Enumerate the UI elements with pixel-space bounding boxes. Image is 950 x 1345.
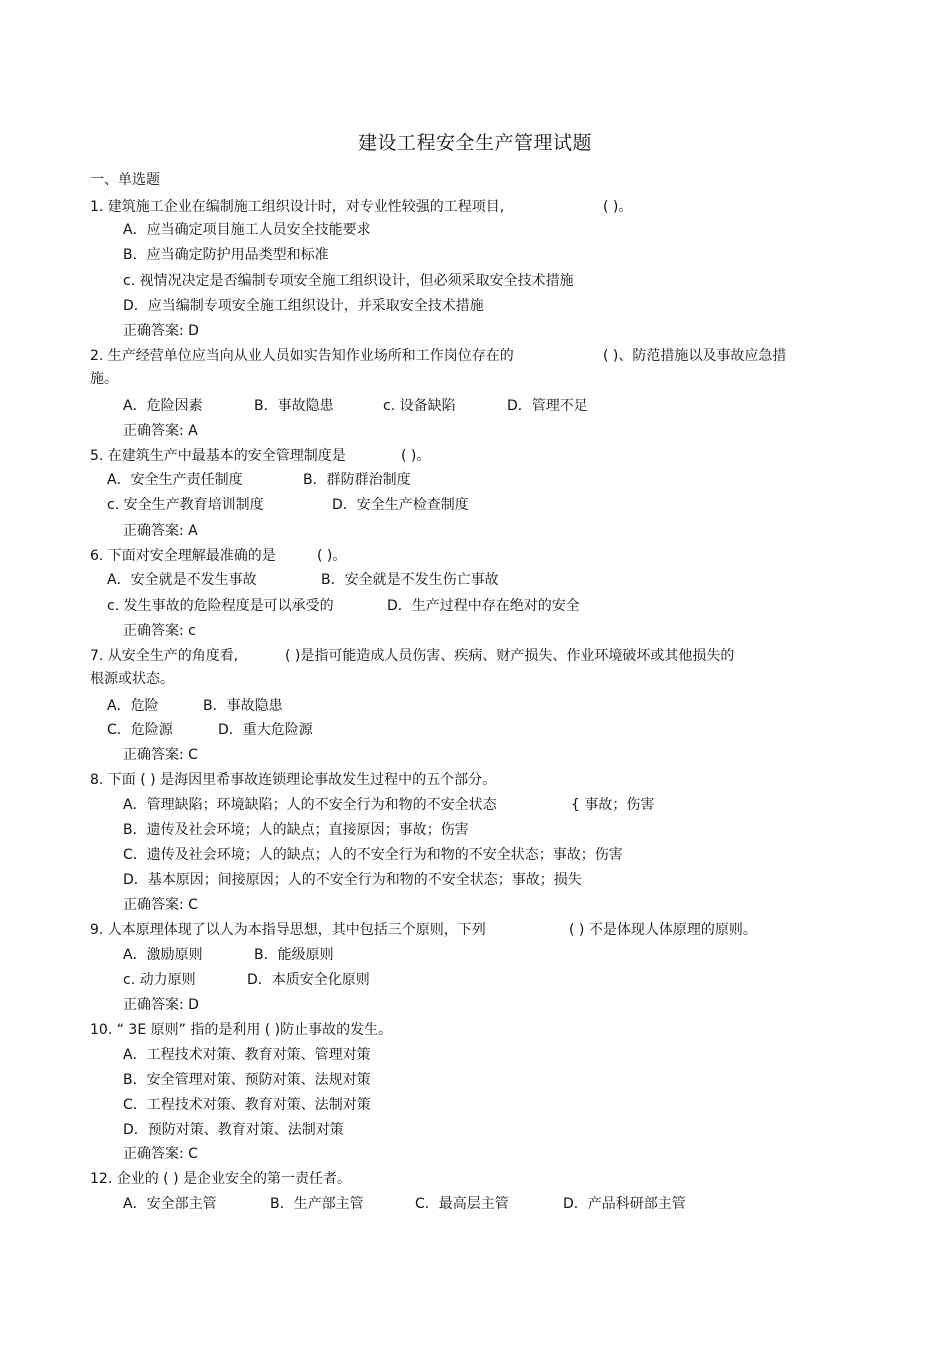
q8-option-d: D．基本原因；间接原因；人的不安全行为和物的不安全状态；事故；损失 [123,872,582,888]
q9-option-a: A．激励原则 [123,947,203,963]
q5-stem: 5. 在建筑生产中最基本的安全管理制度是 [90,448,346,464]
q5-option-a: A．安全生产责任制度 [107,472,243,488]
q12-option-c: C．最高层主管 [415,1196,509,1212]
q7-answer: 正确答案: C [123,747,198,763]
q8-option-a: A．管理缺陷；环境缺陷；人的不安全行为和物的不安全状态 [123,797,497,813]
q10-option-b: B．安全管理对策、预防对策、法规对策 [123,1072,371,1088]
section-heading: 一、单选题 [90,172,160,188]
q9-option-d: D．本质安全化原则 [247,972,370,988]
q6-blank: ( )。 [317,548,347,564]
q1-blank: ( )。 [603,199,633,215]
q10-option-d: D．预防对策、教育对策、法制对策 [123,1122,344,1138]
q1-option-a: A．应当确定项目施工人员安全技能要求 [123,222,371,238]
q12-option-a: A．安全部主管 [123,1196,217,1212]
q1-stem: 1. 建筑施工企业在编制施工组织设计时，对专业性较强的工程项目, [90,199,505,215]
q7-option-c: C．危险源 [107,722,173,738]
q9-option-b: B．能级原则 [254,947,334,963]
q8-stem: 8. 下面 ( ) 是海因里希事故连锁理论事故发生过程中的五个部分。 [90,772,497,788]
q7-option-a: A．危险 [107,698,159,714]
q5-option-c: c. 安全生产教育培训制度 [107,497,264,513]
q9-answer: 正确答案: D [123,997,199,1013]
q2-stem-continued: 施。 [90,371,118,387]
q10-option-a: A．工程技术对策、教育对策、管理对策 [123,1047,371,1063]
q12-stem: 12. 企业的 ( ) 是企业安全的第一责任者。 [90,1171,351,1187]
q9-stem: 9. 人本原理体现了以人为本指导思想，其中包括三个原则，下列 [90,922,486,938]
q6-option-c: c. 发生事故的危险程度是可以承受的 [107,598,334,614]
q10-option-c: C．工程技术对策、教育对策、法制对策 [123,1097,371,1113]
q8-option-b: B．遗传及社会环境；人的缺点；直接原因；事故；伤害 [123,822,469,838]
q1-option-d: D．应当编制专项安全施工组织设计，并采取安全技术措施 [123,298,484,314]
q10-answer: 正确答案: C [123,1146,198,1162]
q7-option-b: B．事故隐患 [203,698,283,714]
q7-stem-continued: 根源或状态。 [90,671,174,687]
q5-option-b: B．群防群治制度 [303,472,411,488]
q5-answer: 正确答案: A [123,523,198,539]
q2-option-a: A．危险因素 [123,398,203,414]
q6-option-a: A．安全就是不发生事故 [107,572,257,588]
q2-answer: 正确答案: A [123,423,198,439]
q6-option-b: B．安全就是不发生伤亡事故 [321,572,499,588]
q5-option-d: D．安全生产检查制度 [332,497,469,513]
q1-option-b: B．应当确定防护用品类型和标准 [123,247,329,263]
q2-option-b: B．事故隐患 [254,398,334,414]
q10-stem: 10. “ 3E 原则” 指的是利用 ( )防止事故的发生。 [90,1022,393,1038]
q6-answer: 正确答案: c [123,623,196,639]
q12-option-d: D．产品科研部主管 [563,1196,686,1212]
q2-stem: 2. 生产经营单位应当向从业人员如实告知作业场所和工作岗位存在的 [90,348,514,364]
q7-blank: ( )是指可能造成人员伤害、疾病、财产损失、作业环境破坏或其他损失的 [285,648,735,664]
q7-stem: 7. 从安全生产的角度看, [90,648,239,664]
q1-answer: 正确答案: D [123,323,199,339]
q8-option-c: C．遗传及社会环境；人的缺点；人的不安全行为和物的不安全状态；事故；伤害 [123,847,623,863]
q2-option-c: c. 设备缺陷 [383,398,456,414]
document-title: 建设工程安全生产管理试题 [357,132,592,154]
q2-blank: ( )、防范措施以及事故应急措 [603,348,787,364]
q2-option-d: D．管理不足 [507,398,588,414]
q8-answer: 正确答案: C [123,897,198,913]
q9-blank: ( ) 不是体现人体原理的原则。 [569,922,757,938]
q5-blank: ( )。 [401,448,431,464]
q7-option-d: D．重大危险源 [218,722,313,738]
q1-option-c: c. 视情况决定是否编制专项安全施工组织设计，但必须采取安全技术措施 [123,273,574,289]
q12-option-b: B．生产部主管 [270,1196,364,1212]
q6-stem: 6. 下面对安全理解最准确的是 [90,548,276,564]
q8-option-a-continued: { 事故；伤害 [571,797,655,813]
q6-option-d: D．生产过程中存在绝对的安全 [387,598,580,614]
q9-option-c: c. 动力原则 [123,972,196,988]
